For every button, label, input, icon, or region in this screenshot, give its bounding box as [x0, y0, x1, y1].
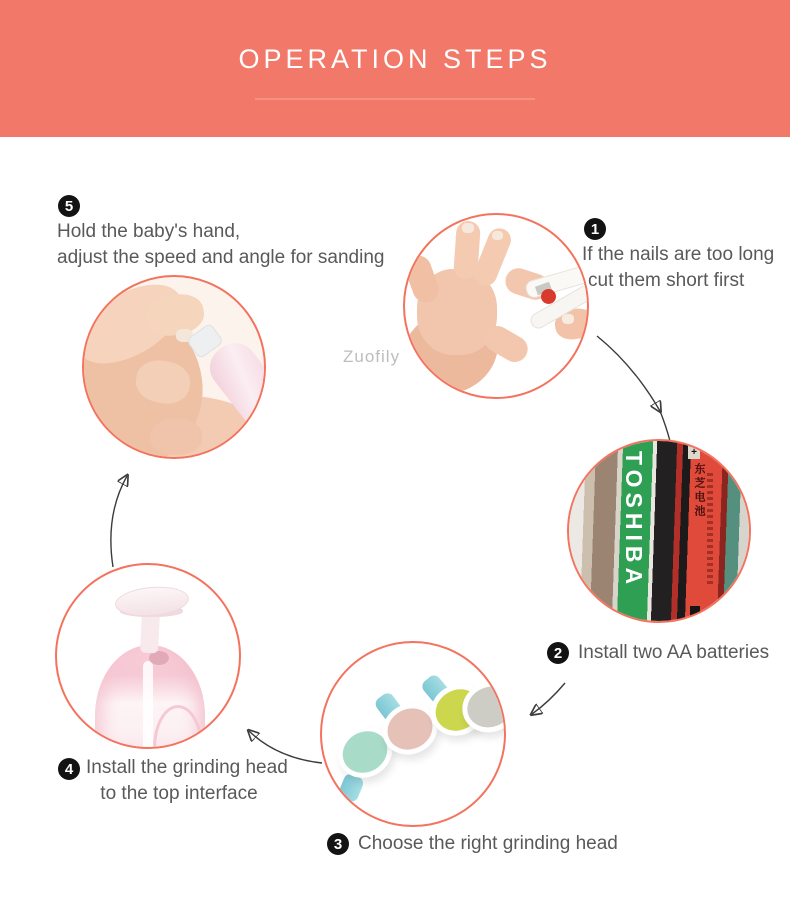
arrow-step1-to-step2-tail: [660, 411, 670, 441]
battery-stripes: [567, 439, 751, 623]
photo-step5-sanding-baby-nail: [82, 275, 266, 459]
step3-text: Choose the right grinding head: [358, 833, 618, 854]
header-banner: [0, 0, 790, 137]
title-underline: [255, 98, 535, 100]
photo-step3-grinding-heads: [320, 641, 506, 827]
device-seam-highlight: [143, 661, 153, 749]
step-badge-5: 5: [58, 195, 80, 217]
arrow-step1-to-step2: [597, 336, 660, 411]
battery-chinese-label: 东芝电池: [693, 463, 705, 519]
fingernail-shape: [492, 231, 503, 240]
baby-fingertip-shape: [150, 419, 202, 455]
step3-label-row: [327, 833, 618, 855]
battery-plus-mark: +: [688, 446, 700, 459]
step2-text: Install two AA batteries: [578, 642, 770, 663]
step-badge-3: 3: [327, 833, 349, 855]
step-badge-2: 2: [547, 642, 569, 664]
step4-text-line1: Install the grinding head: [86, 757, 288, 778]
battery-fine-print: [707, 473, 713, 585]
fingernail-shape: [562, 314, 574, 324]
step4-text-line2: to the top interface: [100, 783, 258, 804]
photo-step2-batteries: [567, 439, 751, 623]
step-badge-4: 4: [58, 758, 80, 780]
clipper-red-pivot-shape: [541, 289, 556, 304]
page-title: OPERATION STEPS: [238, 44, 552, 74]
step5-text-line2: adjust the speed and angle for sanding: [57, 247, 385, 268]
watermark-text: Zuofily: [343, 347, 401, 366]
step2-label-row: [547, 642, 769, 664]
step1-text-line1: If the nails are too long: [582, 244, 775, 265]
photo-step1-clipping-nails: [403, 213, 589, 399]
battery-brand-label: TOSHIBA: [621, 451, 647, 590]
battery-terminal-mark: [690, 606, 700, 618]
fingernail-shape: [462, 223, 474, 233]
step1-text-line2: cut them short first: [588, 270, 745, 291]
step-badge-1: 1: [584, 218, 606, 240]
step5-text-line1: Hold the baby's hand,: [57, 221, 241, 242]
photo-step4-install-head: [55, 563, 241, 749]
arrow-step2-to-step3: [532, 683, 565, 714]
arrow-step4-to-step5: [111, 476, 127, 567]
